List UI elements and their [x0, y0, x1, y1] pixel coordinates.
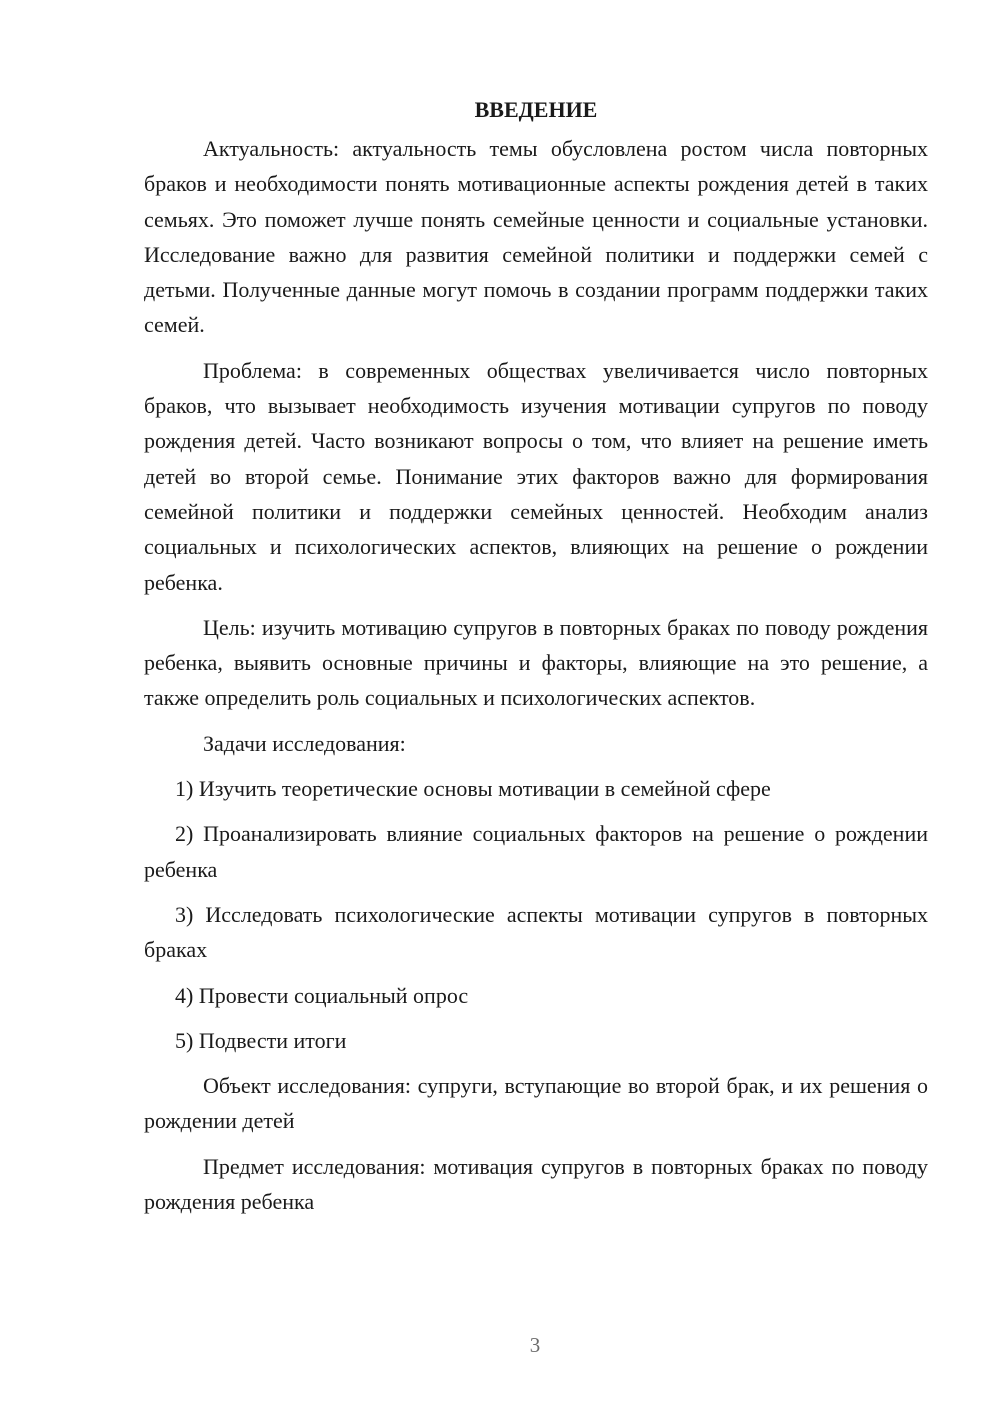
- paragraph-relevance: Актуальность: актуальность темы обусловлена ростом числа повторных браков и необходимости понять мотивационные аспекты рождения детей в таких семьях. Это поможет лучше понять семейные ценности и социальные установки. Исследование важно для развития семейной политики и поддержки семей с детьми. Полученные данные могут помочь в создании программ поддержки таких семей.: [144, 136, 928, 338]
- tasks-heading: Задачи исследования:: [203, 730, 406, 756]
- paragraph-goal: Цель: изучить мотивацию супругов в повторных браках по поводу рождения ребенка, выявить основные причины и факторы, влияющие на это решение, а также определить роль социальных и психологических аспектов.: [144, 614, 928, 711]
- page-number: 3: [529, 1333, 541, 1357]
- task-item-1: 1) Изучить теоретические основы мотивации в семейной сфере: [175, 776, 771, 802]
- page-title: ВВЕДЕНИЕ: [474, 97, 598, 122]
- research-subject: Предмет исследования: мотивация супругов в повторных браках по поводу рождения ребенка: [144, 1153, 928, 1215]
- task-item-5: 5) Подвести итоги: [175, 1027, 347, 1053]
- task-item-3: 3) Исследовать психологические аспекты мотивации супругов в повторных браках: [144, 901, 928, 963]
- research-object: Объект исследования: супруги, вступающие во второй брак, и их решения о рождении детей: [144, 1073, 928, 1134]
- document-page: [144, 92, 928, 1229]
- task-item-2: 2) Проанализировать влияние социальных факторов на решение о рождении ребенка: [144, 821, 928, 882]
- task-item-4: 4) Провести социальный опрос: [175, 982, 469, 1008]
- paragraph-problem: Проблема: в современных обществах увеличивается число повторных браков, что вызывает необходимость изучения мотивации супругов по поводу рождения детей. Часто возникают вопросы о том, что влияет на решение иметь детей во второй семье. Понимание этих факторов важно для формирования семейной политики и поддержки семейных ценностей. Необходим анализ социальных и психологических аспектов, влияющих на решение о рождении ребенка.: [144, 357, 928, 595]
